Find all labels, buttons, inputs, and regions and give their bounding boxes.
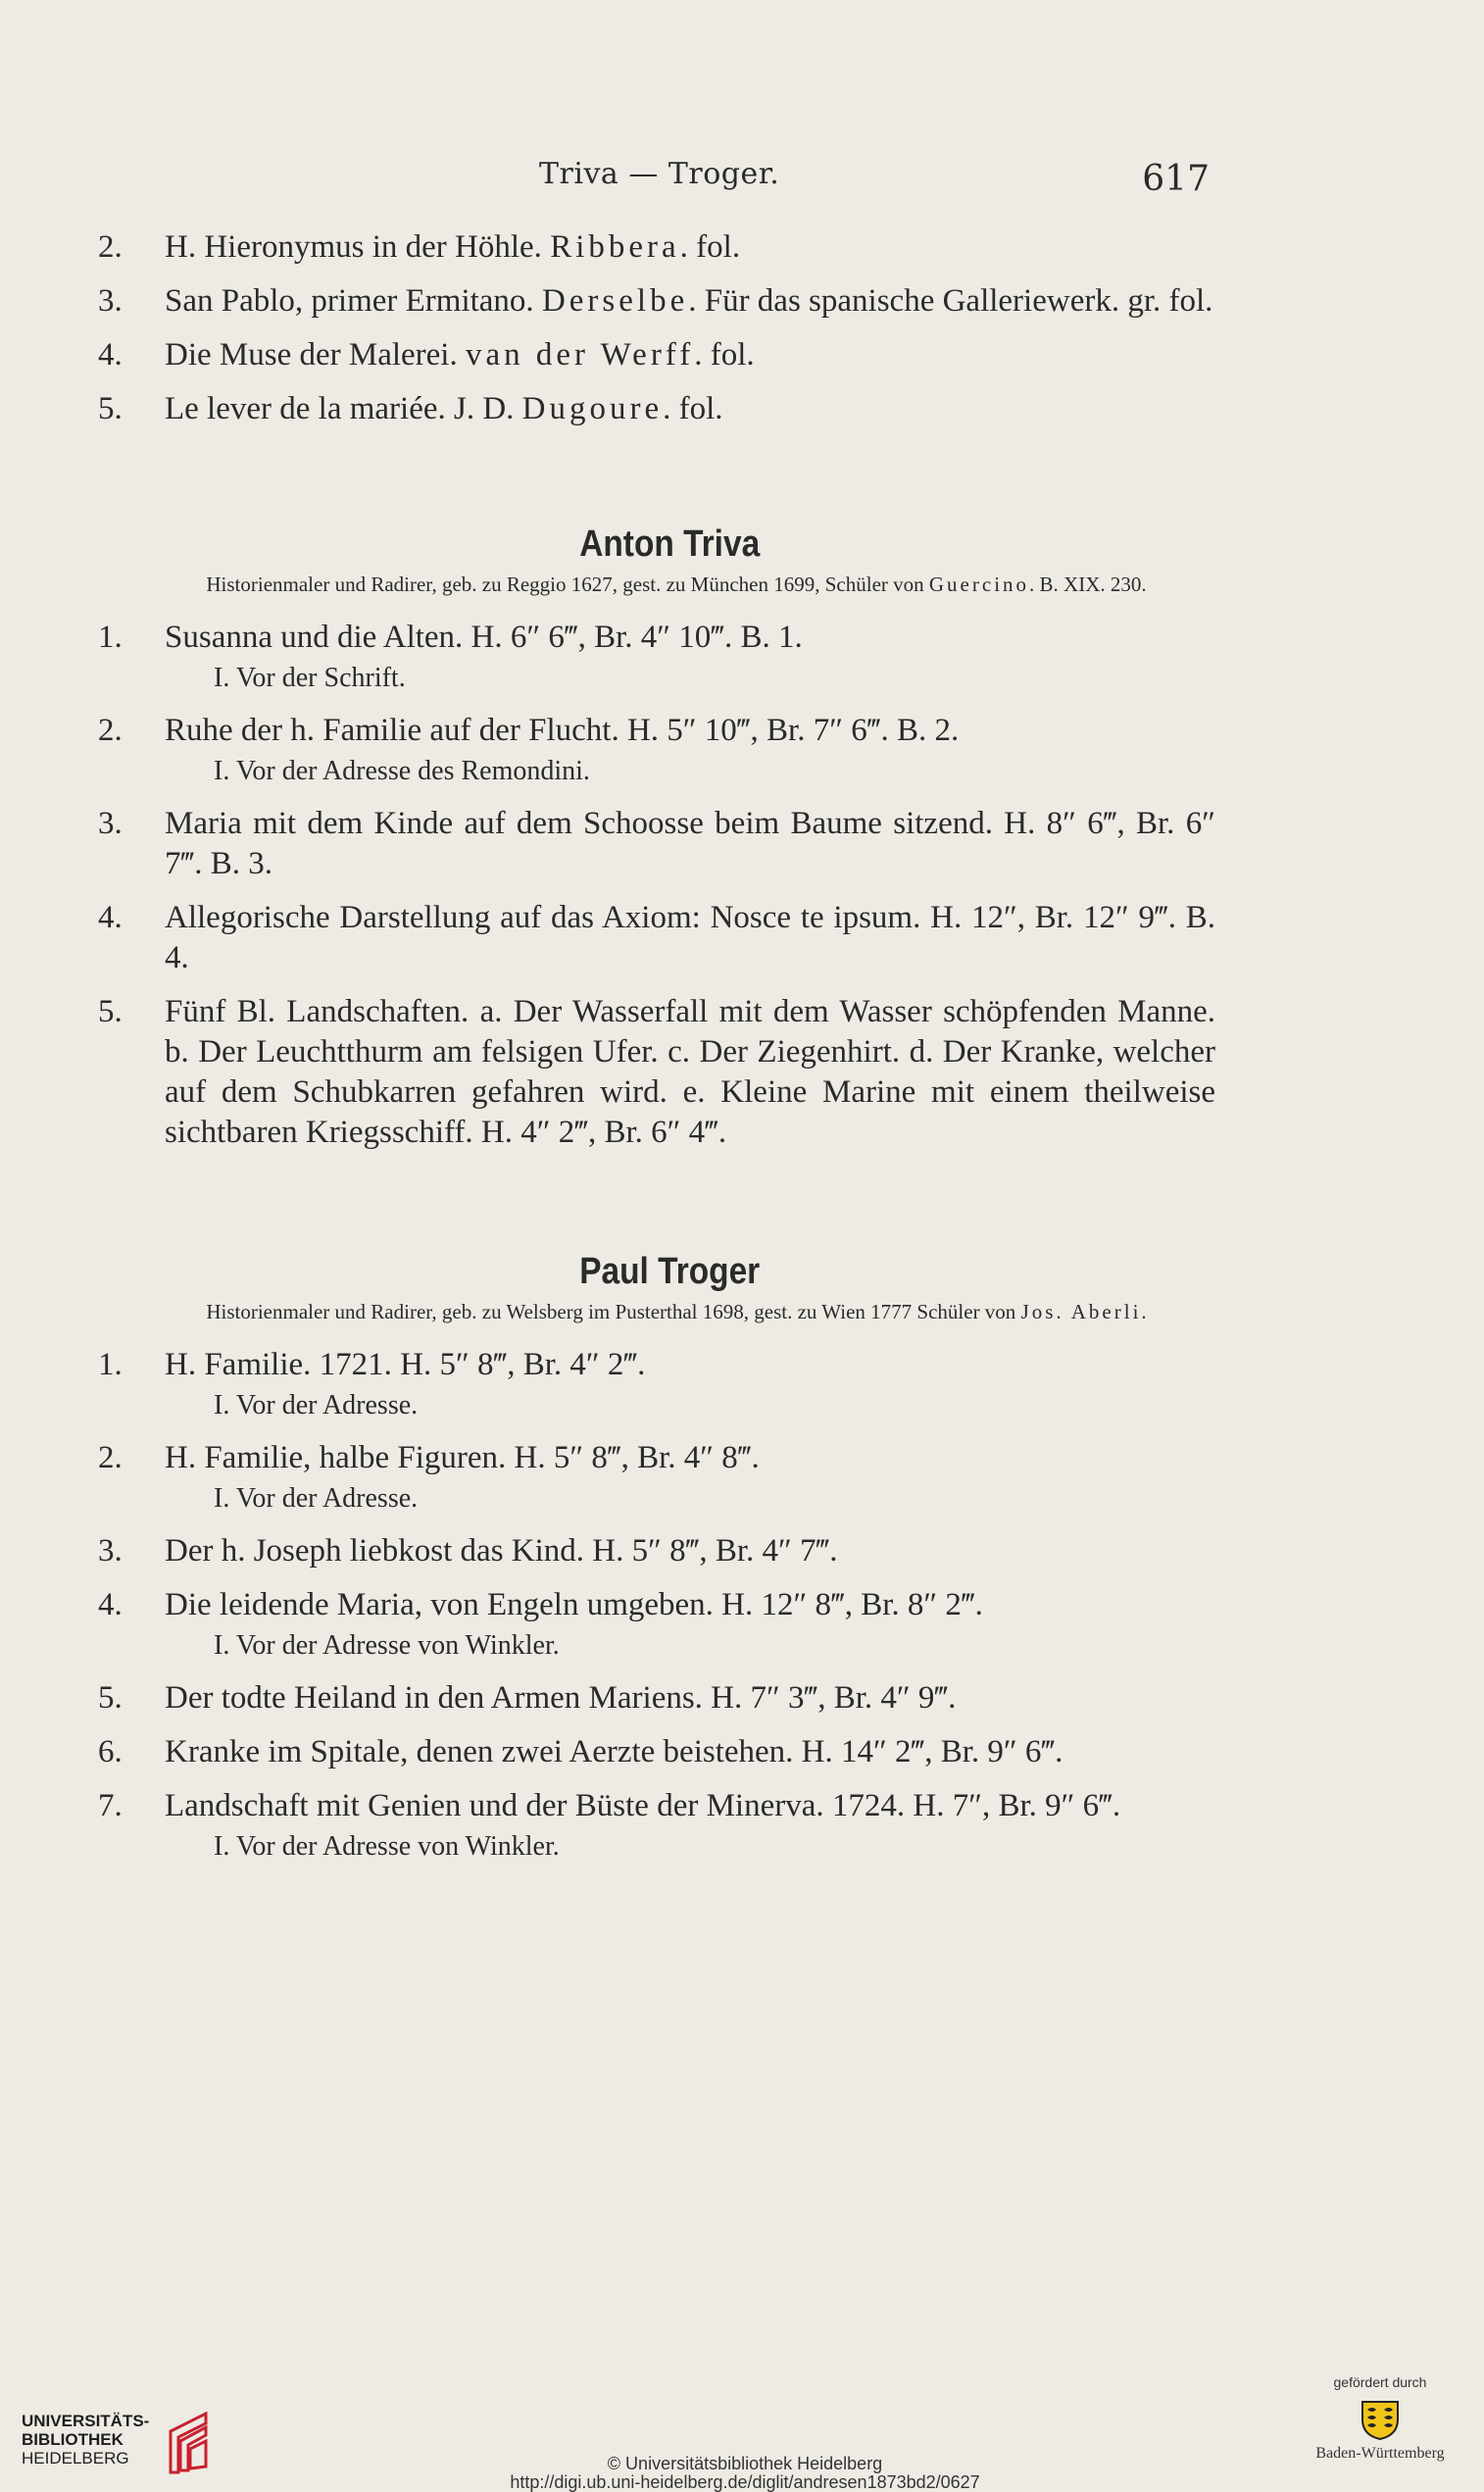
spaced-name: van der Werff [465,337,695,373]
text-segment: Der todte Heiland in den Armen Mariens. H. 7″ 3‴, Br. 4″ 9‴. [165,1680,957,1716]
sponsor-block [1302,2374,1459,2463]
page-number: 617 [1142,159,1210,199]
catalog-entry [98,389,1215,429]
artist-sections [98,523,1215,1866]
catalog-entry [98,281,1215,322]
entry-number: 2. [98,1440,123,1475]
entry-number: 6. [98,1734,123,1769]
entry-text [165,618,1215,658]
text-segment: Maria mit dem Kinde auf dem Schoosse beim Baume sitzend. H. 8″ 6‴, Br. 6″ 7‴. B. 3. [165,806,1215,881]
entry-text [165,1786,1215,1826]
entry-state-note: I. Vor der Adresse von Winkler. [214,1630,560,1661]
text-segment: . Für das spanische Galleriewerk. gr. fol. [688,283,1213,319]
entry-state-note: I. Vor der Adresse des Remondini. [214,756,590,786]
catalog-entry [98,804,1215,884]
entry-number: 1. [98,1347,123,1382]
entry-text [165,1585,1215,1625]
artist-bio [137,1299,1215,1325]
entry-text [165,1531,1215,1571]
copyright-text: © Universitätsbibliothek Heidelberg [607,2454,883,2473]
catalog-entry [98,1531,1215,1571]
text-segment: Die Muse der Malerei. [165,337,466,373]
catalog-entry [98,898,1215,978]
catalog-entry [98,992,1215,1153]
source-url[interactable]: http://digi.ub.uni-heidelberg.de/diglit/andresen1873bd2/0627 [510,2472,980,2492]
entry-text [165,389,1215,429]
library-logo-line2: BIBLIOTHEK [22,2430,124,2449]
spaced-name: Ribbera [550,229,680,265]
entry-text [165,227,1215,268]
entry-number: 1. [98,620,123,655]
text-segment: Landschaft mit Genien und der Büste der Minerva. 1724. H. 7″, Br. 9″ 6‴. [165,1788,1121,1823]
text-segment: H. Hieronymus in der Höhle. [165,229,551,265]
entry-number: 5. [98,391,123,426]
text-segment: Susanna und die Alten. H. 6″ 6‴, Br. 4″ 10‴. B. 1. [165,620,803,655]
library-logo-line1: UNIVERSITÄTS- [22,2412,150,2430]
entry-number: 7. [98,1788,123,1823]
continued-entries [98,227,1215,429]
text-segment: H. Familie, halbe Figuren. H. 5″ 8‴, Br. 4″ 8‴. [165,1440,760,1475]
text-segment: San Pablo, primer Ermitano. [165,283,542,319]
entry-state-note: I. Vor der Adresse von Winkler. [214,1831,560,1862]
text-segment: . B. XIX. 230. [1029,573,1147,596]
spaced-name: Derselbe [541,283,689,319]
spaced-name: Guercino [928,573,1030,596]
running-title: Triva — Troger. [539,157,780,191]
text-segment: Le lever de la mariée. J. D. [165,391,522,426]
entry-number: 5. [98,994,123,1029]
entry-number: 2. [98,713,123,748]
artist-heading: Paul Troger [579,1251,761,1292]
text-segment: . fol. [694,337,755,373]
artist-bio [137,572,1215,598]
entry-number: 5. [98,1680,123,1716]
entry-number: 3. [98,1533,123,1569]
sponsor-label: gefördert durch [1333,2374,1427,2390]
page-body [98,227,1215,1879]
ub-logo-icon [167,2412,212,2474]
entry-state-note: I. Vor der Schrift. [214,663,406,693]
text-segment: Fünf Bl. Landschaften. a. Der Wasserfall mit dem Wasser schöpfenden Manne. b. Der Leuchtthurm am felsigen Ufer. c. Der Ziegenhirt. d. Der Kranke, welcher auf dem Schubkarren gefahren wird. e. Kleine Marine mit einem theilweise sichtbaren Kriegsschiff. H. 4″ 2‴, Br. 6″ 4‴. [165,994,1215,1150]
catalog-entry [98,711,1215,790]
text-segment: . fol. [663,391,723,426]
entry-text [165,1438,1215,1478]
text-segment: . [1141,1300,1147,1323]
text-segment: Ruhe der h. Familie auf der Flucht. H. 5″ 10‴, Br. 7″ 6‴. B. 2. [165,713,960,748]
artist-section [98,1251,1215,1866]
entry-text [165,1732,1215,1772]
library-logo[interactable] [22,2412,218,2470]
artist-heading: Anton Triva [579,523,761,565]
spaced-name: Jos. Aberli [1020,1300,1142,1323]
text-segment: Der h. Joseph liebkost das Kind. H. 5″ 8‴, Br. 4″ 7‴. [165,1533,838,1569]
entry-text [165,898,1215,978]
entry-text [165,804,1215,884]
entry-state-note: I. Vor der Adresse. [214,1483,419,1514]
catalog-entry [98,618,1215,697]
artist-section [98,523,1215,1153]
sponsor-name: Baden-Württemberg [1315,2445,1445,2462]
footer [0,2353,1484,2492]
entry-number: 4. [98,900,123,935]
spaced-name: Dugoure [521,391,664,426]
text-segment: Allegorische Darstellung auf das Axiom: Nosce te ipsum. H. 12″, Br. 12″ 9‴. B. 4. [165,900,1215,975]
catalog-entry [98,1678,1215,1719]
text-segment: Historienmaler und Radirer, geb. zu Welsberg im Pusterthal 1698, gest. zu Wien 1777 Schüler von [206,1300,1021,1323]
entry-number: 3. [98,806,123,841]
text-segment: H. Familie. 1721. H. 5″ 8‴, Br. 4″ 2‴. [165,1347,646,1382]
state-crest-icon [1359,2396,1402,2441]
page-header [0,157,1484,199]
library-logo-line3: HEIDELBERG [22,2449,129,2467]
entry-text [165,711,1215,751]
entry-text [165,281,1215,322]
catalog-entry [98,1438,1215,1518]
entry-text [165,992,1215,1153]
catalog-entry [98,227,1215,268]
entry-number: 4. [98,1587,123,1622]
catalog-entry [98,1585,1215,1665]
text-segment: Kranke im Spitale, denen zwei Aerzte beistehen. H. 14″ 2‴, Br. 9″ 6‴. [165,1734,1064,1769]
entry-text [165,335,1215,375]
entry-number: 2. [98,229,123,265]
entry-number: 4. [98,337,123,373]
entry-state-note: I. Vor der Adresse. [214,1390,419,1420]
catalog-entry [98,1345,1215,1424]
catalog-entry [98,1786,1215,1866]
footer-center [451,2455,1039,2492]
catalog-entry [98,1732,1215,1772]
catalog-entry [98,335,1215,375]
entry-text [165,1345,1215,1385]
text-segment: Historienmaler und Radirer, geb. zu Reggio 1627, gest. zu München 1699, Schüler von [206,573,929,596]
text-segment: . fol. [679,229,741,265]
entry-text [165,1678,1215,1719]
text-segment: Die leidende Maria, von Engeln umgeben. H. 12″ 8‴, Br. 8″ 2‴. [165,1587,983,1622]
entry-number: 3. [98,283,123,319]
